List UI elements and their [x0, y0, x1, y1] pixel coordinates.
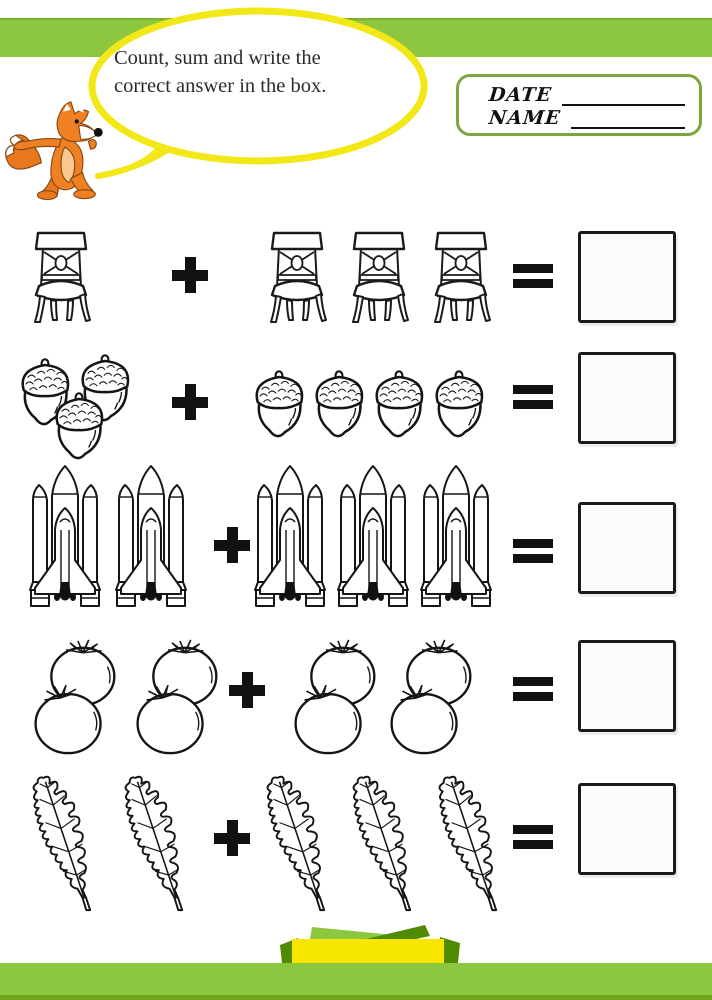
equals-icon	[513, 825, 553, 849]
plus-icon	[229, 672, 265, 708]
acorn-icon	[50, 392, 110, 466]
plus-icon	[172, 257, 208, 293]
oak-leaf-icon	[254, 774, 336, 914]
fox-mascot-icon	[2, 96, 120, 202]
chair-icon	[426, 229, 496, 325]
plus-icon	[214, 527, 250, 563]
equals-icon	[513, 264, 553, 288]
answer-box[interactable]	[578, 352, 676, 444]
oak-leaf-icon	[112, 774, 194, 914]
name-line[interactable]	[571, 111, 685, 129]
answer-box[interactable]	[578, 640, 676, 732]
chair-icon	[262, 229, 332, 325]
answer-box[interactable]	[578, 231, 676, 323]
acorn-icon	[430, 370, 490, 444]
space-shuttle-icon	[27, 464, 103, 624]
equals-icon	[513, 385, 553, 409]
space-shuttle-icon	[252, 464, 328, 624]
equals-icon	[513, 677, 553, 701]
problem-row-tomato	[0, 635, 712, 763]
problem-row-oak-leaf	[0, 772, 712, 920]
plus-icon	[214, 820, 250, 856]
acorn-icon	[250, 370, 310, 444]
name-label: NAME	[487, 106, 562, 129]
space-shuttle-icon	[418, 464, 494, 624]
bottom-band-edge	[0, 995, 712, 1000]
acorn-icon	[370, 370, 430, 444]
problem-row-space-shuttle	[0, 463, 712, 626]
books-stack-icon	[272, 899, 468, 965]
problem-row-chair	[0, 225, 712, 327]
date-line[interactable]	[562, 88, 685, 106]
chair-icon	[26, 229, 96, 325]
acorn-icon	[310, 370, 370, 444]
oak-leaf-icon	[20, 774, 102, 914]
problem-row-acorn	[0, 350, 712, 466]
chair-icon	[344, 229, 414, 325]
instruction-line2: correct answer in the box.	[114, 75, 327, 97]
answer-box[interactable]	[578, 783, 676, 875]
tomato-pair-icon	[382, 637, 474, 759]
space-shuttle-icon	[113, 464, 189, 624]
space-shuttle-icon	[335, 464, 411, 624]
plus-icon	[172, 384, 208, 420]
tomato-pair-icon	[286, 637, 378, 759]
tomato-pair-icon	[128, 637, 220, 759]
speech-bubble	[84, 4, 432, 190]
equals-icon	[513, 539, 553, 563]
oak-leaf-icon	[426, 774, 508, 914]
oak-leaf-icon	[340, 774, 422, 914]
instruction-line1: Count, sum and write the	[114, 47, 321, 69]
date-label: DATE	[487, 83, 553, 106]
date-name-box	[456, 74, 702, 136]
tomato-pair-icon	[26, 637, 118, 759]
answer-box[interactable]	[578, 502, 676, 594]
